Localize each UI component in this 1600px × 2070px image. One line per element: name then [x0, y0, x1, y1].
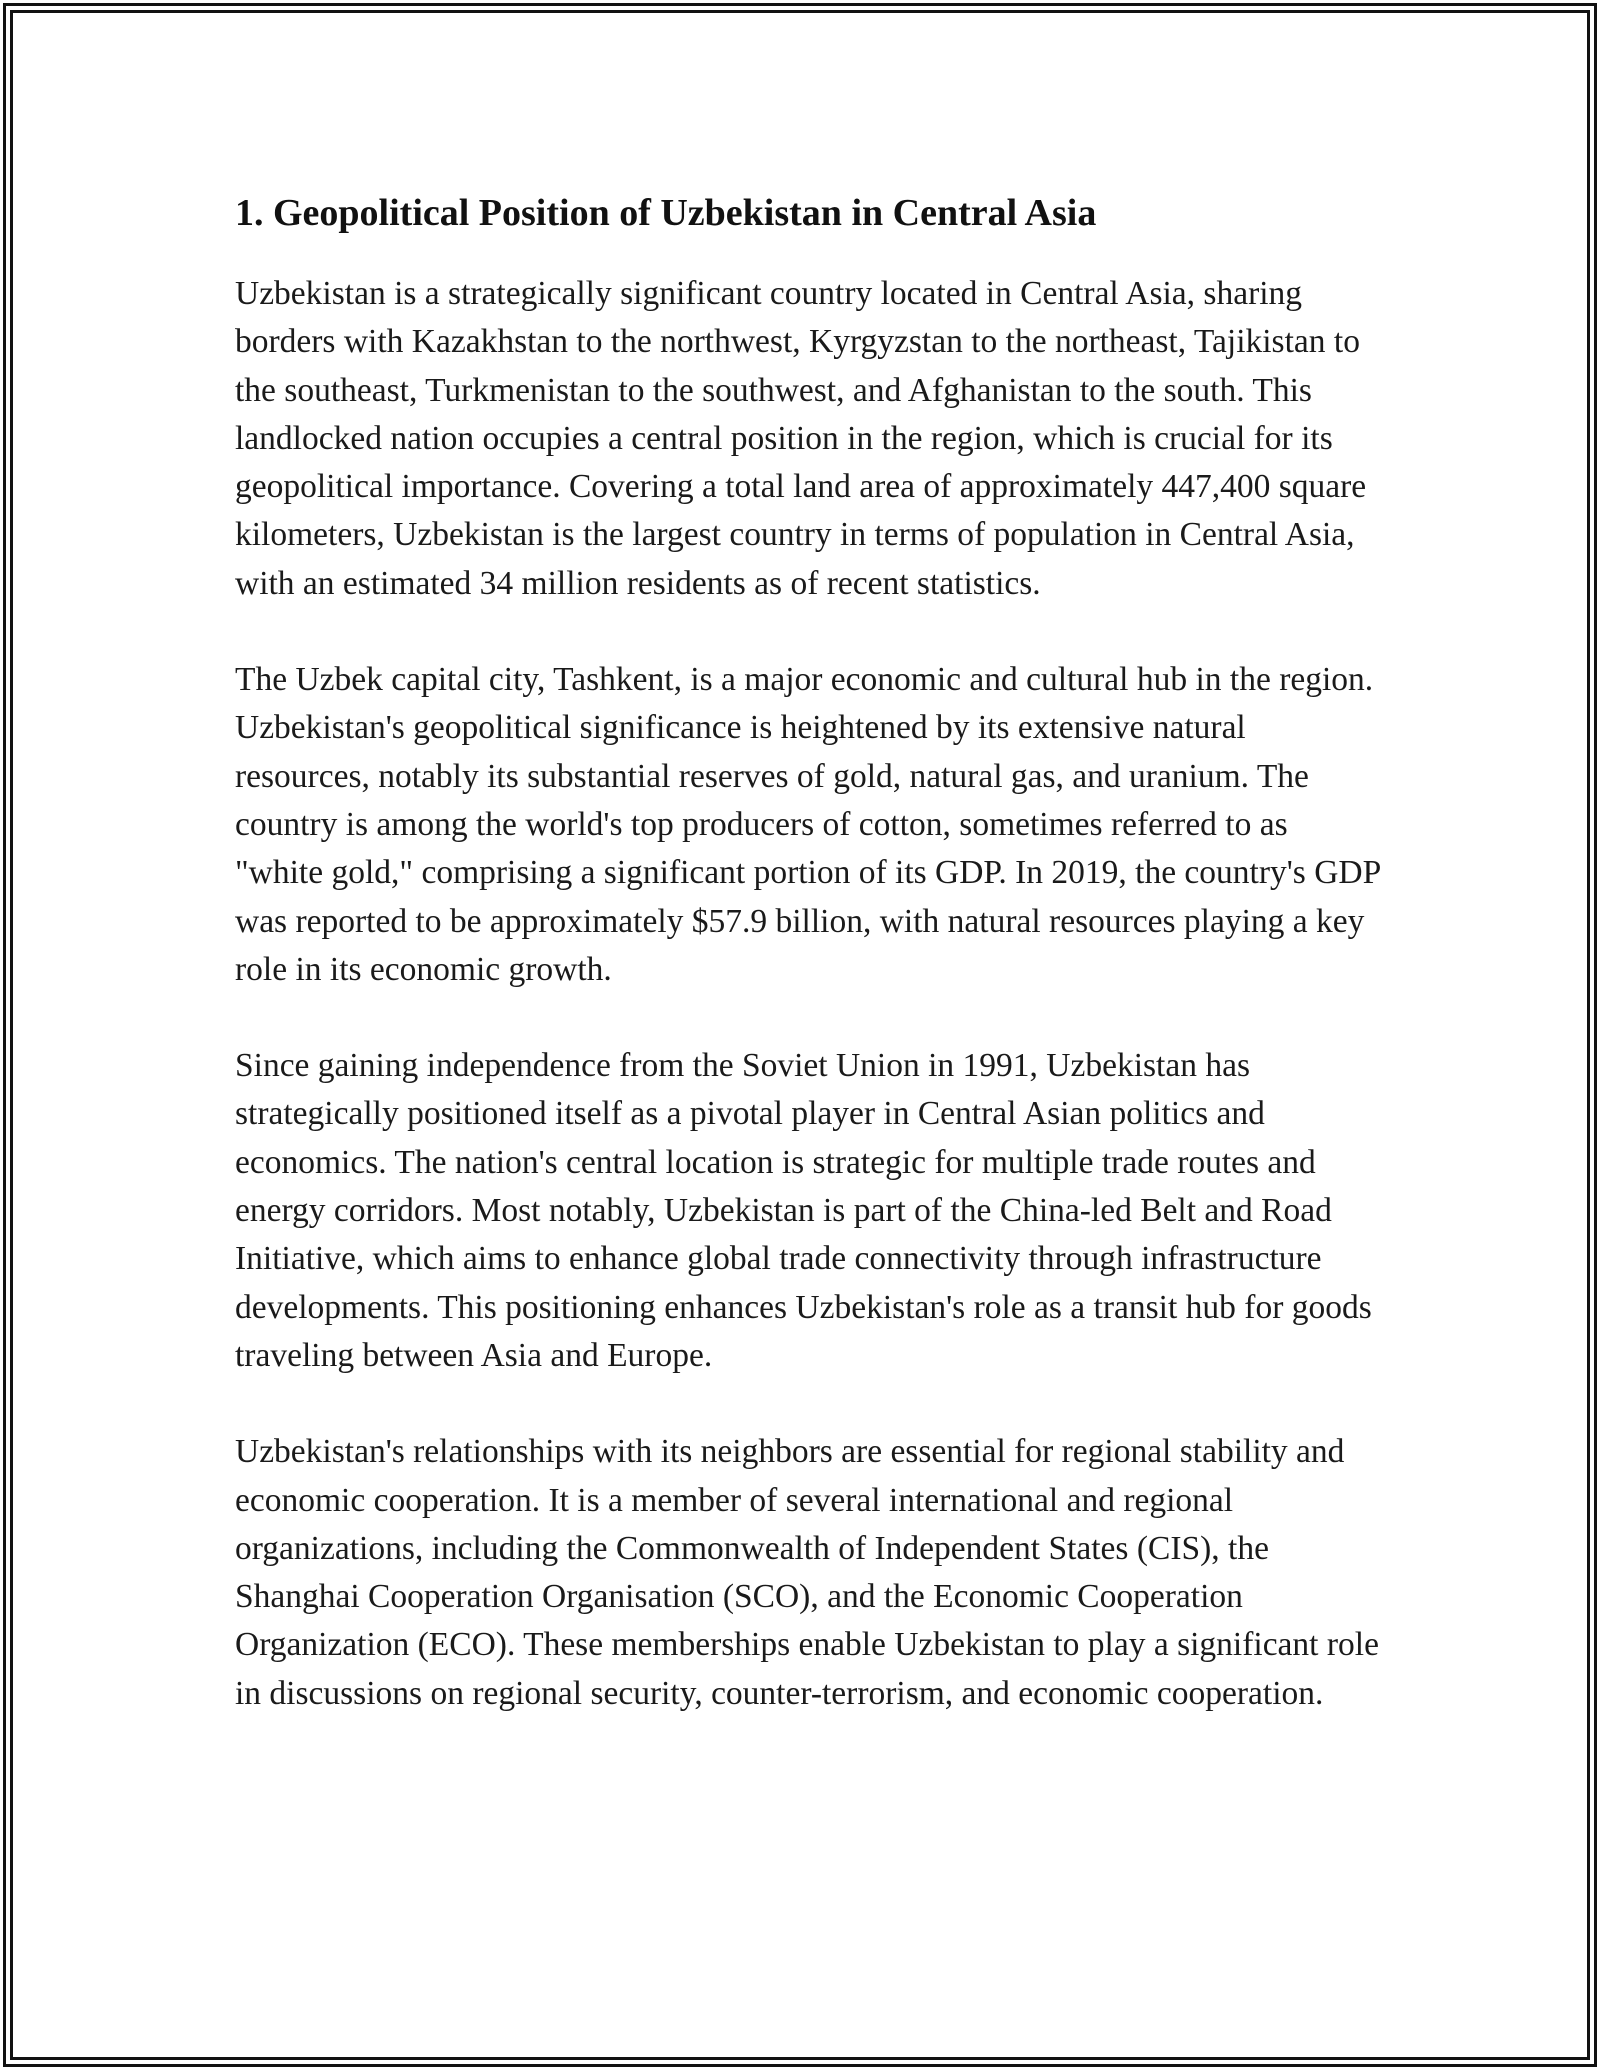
paragraph-4: Uzbekistan's relationships with its neighbors are essential for regional stability and economic cooperation. It is a member of several international and regional organizations, including the Commonwealth of Independent States (CIS), the Shanghai Cooperation Organisation (SCO), and the Economic Cooperation Organization (ECO). These memberships enable Uzbekistan to play a significant role in discussions on regional security, counter-terrorism, and economic cooperation.	[235, 1433, 1379, 1712]
paragraph-1: Uzbekistan is a strategically significant country located in Central Asia, sharing borders with Kazakhstan to the northwest, Kyrgyzstan to the northeast, Tajikistan to the southeast, Turkmenistan to the southwest, and Afghanistan to the south. This landlocked nation occupies a central position in the region, which is crucial for its geopolitical importance. Covering a total land area of approximately 447,400 square kilometers, Uzbekistan is the largest country in terms of population in Central Asia, with an estimated 34 million residents as of recent statistics.	[235, 275, 1367, 602]
document-body	[235, 180, 1380, 1718]
paragraph-2: The Uzbek capital city, Tashkent, is a major economic and cultural hub in the region. Uzbekistan's geopolitical significance is heightened by its extensive natural resources, notably its substantial reserves of gold, natural gas, and uranium. The country is among the world's top producers of cotton, sometimes referred to as "white gold," comprising a significant portion of its GDP. In 2019, the country's GDP was reported to be approximately $57.9 billion, with natural resources playing a key role in its economic growth.	[235, 661, 1380, 988]
paragraph-3: Since gaining independence from the Soviet Union in 1991, Uzbekistan has strategically positioned itself as a pivotal player in Central Asian politics and economics. The nation's central location is strategic for multiple trade routes and energy corridors. Most notably, Uzbekistan is part of the China-led Belt and Road Initiative, which aims to enhance global trade connectivity through infrastructure developments. This positioning enhances Uzbekistan's role as a transit hub for goods traveling between Asia and Europe.	[235, 1047, 1372, 1374]
section-heading: 1. Geopolitical Position of Uzbekistan in Central Asia	[235, 192, 1097, 234]
